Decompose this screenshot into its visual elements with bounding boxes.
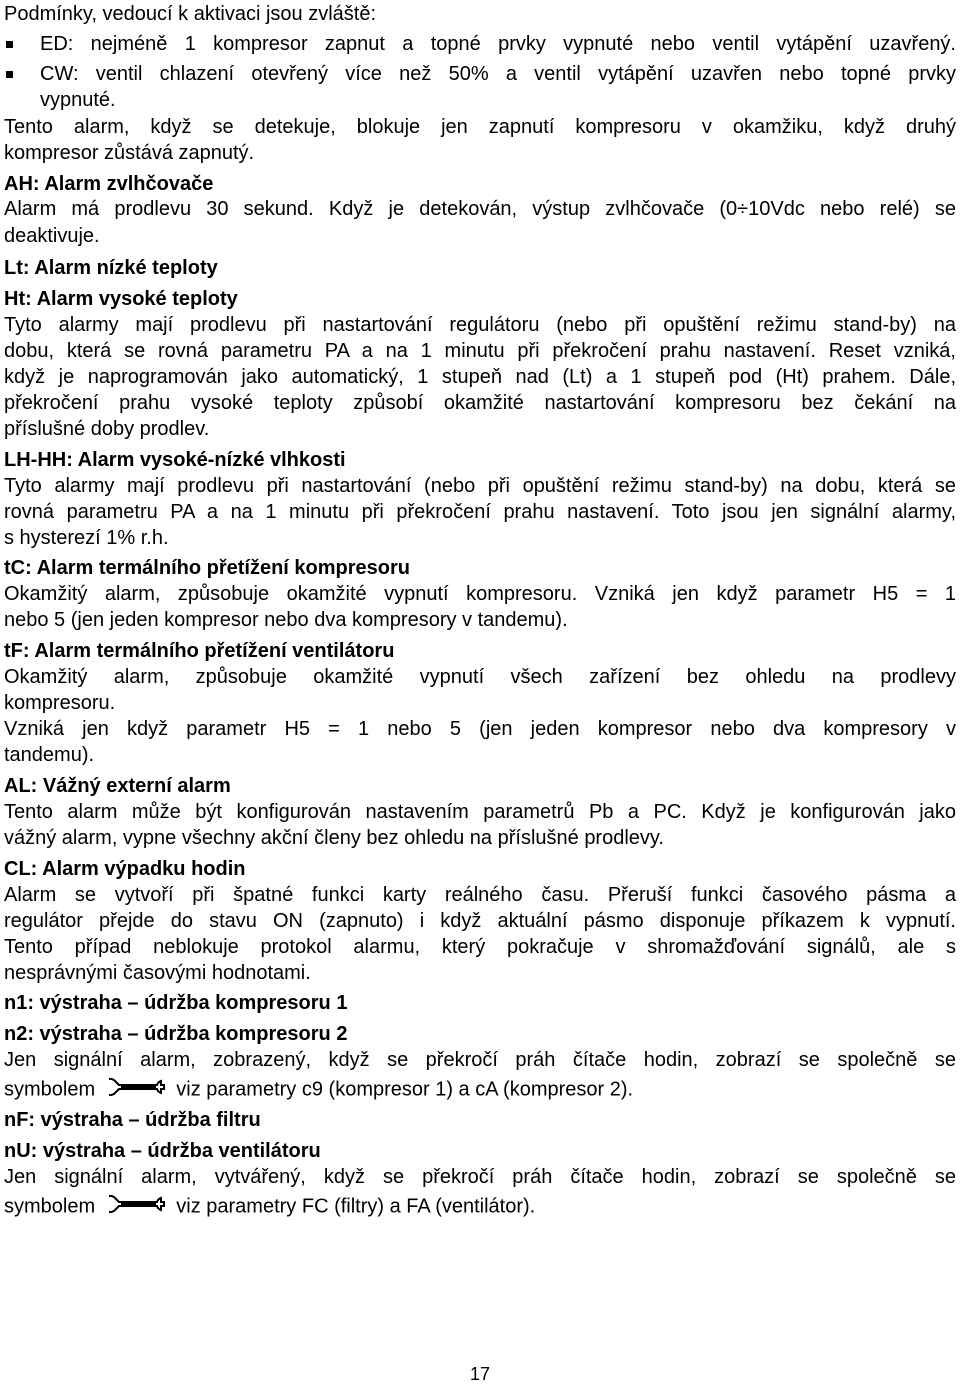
heading-cl: CL: Alarm výpadku hodin	[4, 858, 246, 880]
page-number: 17	[469, 1364, 491, 1384]
intro-line: Podmínky, vedoucí k aktivaci jsou zvláště:	[4, 3, 377, 25]
paragraph: Tento případ neblokuje protokol alarmu, který pokračuje v shromažďování signálů, ale s	[4, 936, 956, 958]
heading-lh-hh: LH-HH: Alarm vysoké-nízké vlhkosti	[4, 449, 346, 471]
paragraph: Jen signální alarm, zobrazený, když se překročí práh čítače hodin, zobrazí se společně se	[4, 1049, 956, 1071]
paragraph: když je naprogramován jako automatický, 1 stupeň nad (Lt) a 1 stupeň pod (Ht) prahem. Dále,	[4, 366, 956, 388]
paragraph: symbolem	[4, 1195, 96, 1218]
bullet-icon	[6, 41, 13, 48]
paragraph: překročení prahu vysoké teploty způsobí okamžité nastartování kompresoru bez čekání na	[4, 392, 956, 414]
paragraph: nesprávnými časovými hodnotami.	[4, 962, 311, 984]
paragraph: symbolem	[4, 1078, 96, 1101]
bullet-cw-cont: vypnuté.	[40, 89, 116, 111]
heading-tc: tC: Alarm termálního přetížení kompresoru	[4, 557, 410, 579]
paragraph: Tyto alarmy mají prodlevu při nastartování (nebo při opuštění režimu stand-by) na dobu, která se	[4, 475, 956, 497]
paragraph: kompresor zůstává zapnutý.	[4, 142, 255, 164]
heading-lt: Lt: Alarm nízké teploty	[4, 257, 218, 279]
paragraph: s hysterezí 1% r.h.	[4, 527, 169, 549]
heading-nf: nF: výstraha – údržba filtru	[4, 1109, 261, 1131]
wrench-icon	[109, 1076, 165, 1104]
heading-al: AL: Vážný externí alarm	[4, 775, 231, 797]
paragraph: Okamžitý alarm, způsobuje okamžité vypnutí kompresoru. Vzniká jen když parametr H5 = 1	[4, 583, 956, 605]
paragraph: kompresoru.	[4, 692, 116, 714]
heading-tf: tF: Alarm termálního přetížení ventilátoru	[4, 640, 395, 662]
bullet-icon	[6, 71, 13, 78]
heading-n1: n1: výstraha – údržba kompresoru 1	[4, 992, 348, 1014]
paragraph: tandemu).	[4, 744, 95, 766]
paragraph: deaktivuje.	[4, 225, 100, 247]
paragraph: viz parametry c9 (kompresor 1) a cA (kompresor 2).	[176, 1078, 634, 1101]
paragraph: Tyto alarmy mají prodlevu při nastartování regulátoru (nebo při opuštění režimu stand-by) na	[4, 314, 956, 336]
paragraph: Alarm se vytvoří při špatné funkci karty reálného času. Přeruší funkci časového pásma a	[4, 884, 956, 906]
paragraph: Jen signální alarm, vytvářený, když se překročí práh čítače hodin, zobrazí se společně se	[4, 1166, 956, 1188]
paragraph: Alarm má prodlevu 30 sekund. Když je detekován, výstup zvlhčovače (0÷10Vdc nebo relé) se	[4, 198, 956, 220]
wrench-icon	[109, 1193, 165, 1221]
paragraph: příslušné doby prodlev.	[4, 418, 210, 440]
heading-ht: Ht: Alarm vysoké teploty	[4, 288, 238, 310]
paragraph: Tento alarm, když se detekuje, blokuje jen zapnutí kompresoru v okamžiku, když druhý	[4, 116, 956, 138]
symbol-line	[4, 1076, 633, 1104]
paragraph: regulátor přejde do stavu ON (zapnuto) i když aktuální pásmo disponuje příkazem k vypnutí.	[4, 910, 956, 932]
paragraph: rovná parametru PA a na 1 minutu při překročení prahu nastavení. Toto jsou jen signální alarmy,	[4, 501, 956, 523]
paragraph: Vzniká jen když parametr H5 = 1 nebo 5 (jen jeden kompresor nebo dva kompresory v	[4, 718, 956, 740]
heading-nu: nU: výstraha – údržba ventilátoru	[4, 1140, 321, 1162]
heading-ah: AH: Alarm zvlhčovače	[4, 173, 214, 195]
paragraph: dobu, která se rovná parametru PA a na 1 minutu při překročení prahu nastavení. Reset vzniká,	[4, 340, 956, 362]
heading-n2: n2: výstraha – údržba kompresoru 2	[4, 1023, 348, 1045]
paragraph: vážný alarm, vypne všechny akční členy bez ohledu na příslušné prodlevy.	[4, 827, 664, 849]
symbol-line	[4, 1193, 535, 1221]
paragraph: Tento alarm může být konfigurován nastavením parametrů Pb a PC. Když je konfigurován jako	[4, 801, 956, 823]
paragraph: Okamžitý alarm, způsobuje okamžité vypnutí všech zařízení bez ohledu na prodlevy	[4, 666, 956, 688]
bullet-ed: ED: nejméně 1 kompresor zapnut a topné prvky vypnuté nebo ventil vytápění uzavřený.	[40, 33, 956, 55]
paragraph: viz parametry FC (filtry) a FA (ventilátor).	[176, 1195, 536, 1218]
bullet-cw: CW: ventil chlazení otevřený více než 50% a ventil vytápění uzavřen nebo topné prvky	[40, 63, 956, 85]
paragraph: nebo 5 (jen jeden kompresor nebo dva kompresory v tandemu).	[4, 609, 568, 631]
